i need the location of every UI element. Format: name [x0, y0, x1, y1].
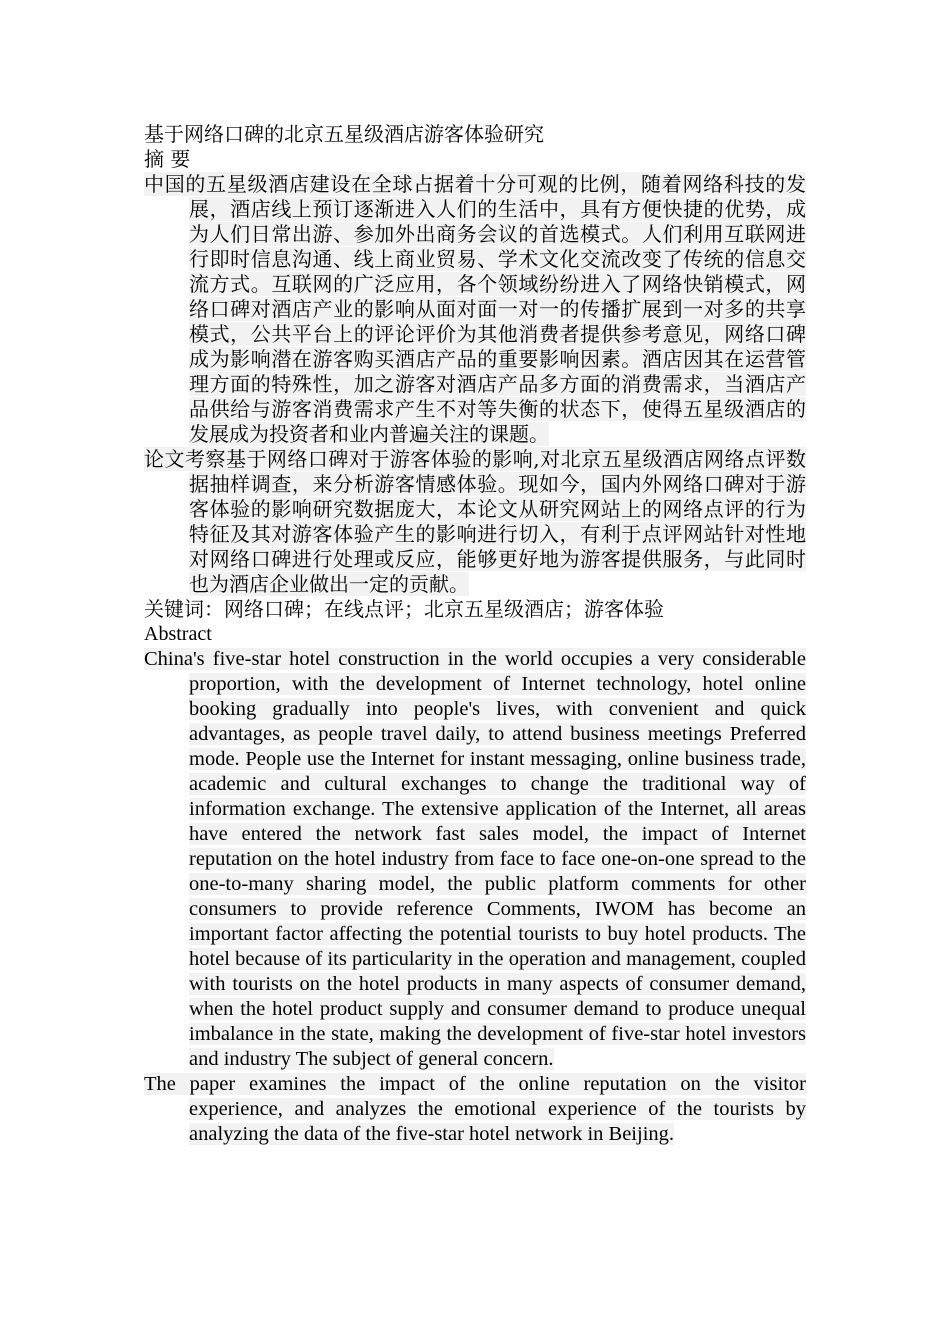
- abstract-cn-paragraph-2: [144, 447, 806, 597]
- abstract-cn-paragraph-2-text: 论文考察基于网络口碑对于游客体验的影响,对北京五星级酒店网络点评数据抽样调查，来分析游客情感体验。现如今，国内外网络口碑对于游客体验的影响研究数据庞大，本论文从研究网站上的网络点评的行为特征及其对游客体验产生的影响进行切入，有利于点评网站针对性地对网络口碑进行处理或反应，能够更好地为游客提供服务，与此同时也为酒店企业做出一定的贡献。: [144, 447, 806, 596]
- document-title: 基于网络口碑的北京五星级酒店游客体验研究: [144, 122, 544, 146]
- abstract-en-paragraph-2-text: The paper examines the impact of the online reputation on the visitor experience, and analyzes the emotional experience of the tourists by analyzing the data of the five-star hotel network in Beijing.: [144, 1073, 806, 1145]
- abstract-en-paragraph-2: [144, 1072, 806, 1147]
- abstract-cn-paragraph-1-text: 中国的五星级酒店建设在全球占据着十分可观的比例，随着网络科技的发展，酒店线上预订逐渐进入人们的生活中，具有方便快捷的优势，成为人们日常出游、参加外出商务会议的首选模式。人们利用互联网进行即时信息沟通、线上商业贸易、学术文化交流改变了传统的信息交流方式。互联网的广泛应用，各个领域纷纷进入了网络快销模式，网络口碑对酒店产业的影响从面对面一对一的传播扩展到一对多的共享模式，公共平台上的评论评价为其他消费者提供参考意见，网络口碑成为影响潜在游客购买酒店产品的重要影响因素。酒店因其在运营管理方面的特殊性，加之游客对酒店产品多方面的消费需求，当酒店产品供给与游客消费需求产生不对等失衡的状态下，使得五星级酒店的发展成为投资者和业内普遍关注的课题。: [144, 172, 806, 446]
- abstract-cn-heading: 摘 要: [144, 147, 191, 171]
- abstract-en-paragraph-1: [144, 647, 806, 1072]
- abstract-en-paragraph-1-text: China's five-star hotel construction in the world occupies a very considerable proportion, with the development of Internet technology, hotel online booking gradually into people's lives, with convenient and quick advantages, as people travel daily, to attend business meetings Preferred mode. People use the Internet for instant messaging, online business trade, academic and cultural exchanges to change the traditional way of information exchange. The extensive application of the Internet, all areas have entered the network fast sales model, the impact of Internet reputation on the hotel industry from face to face one-on-one spread to the one-to-many sharing model, the public platform comments for other consumers to provide reference Comments, IWOM has become an important factor affecting the potential tourists to buy hotel products. The hotel because of its particularity in the operation and management, coupled with tourists on the hotel products in many aspects of consumer demand, when the hotel product supply and consumer demand to produce unequal imbalance in the state, making the development of five-star hotel investors and industry The subject of general concern.: [144, 648, 806, 1070]
- abstract-en-heading: Abstract: [144, 623, 212, 645]
- keywords-line: 关键词：网络口碑；在线点评；北京五星级酒店；游客体验: [144, 597, 664, 621]
- document-page: [144, 122, 806, 1147]
- abstract-cn-paragraph-1: [144, 172, 806, 447]
